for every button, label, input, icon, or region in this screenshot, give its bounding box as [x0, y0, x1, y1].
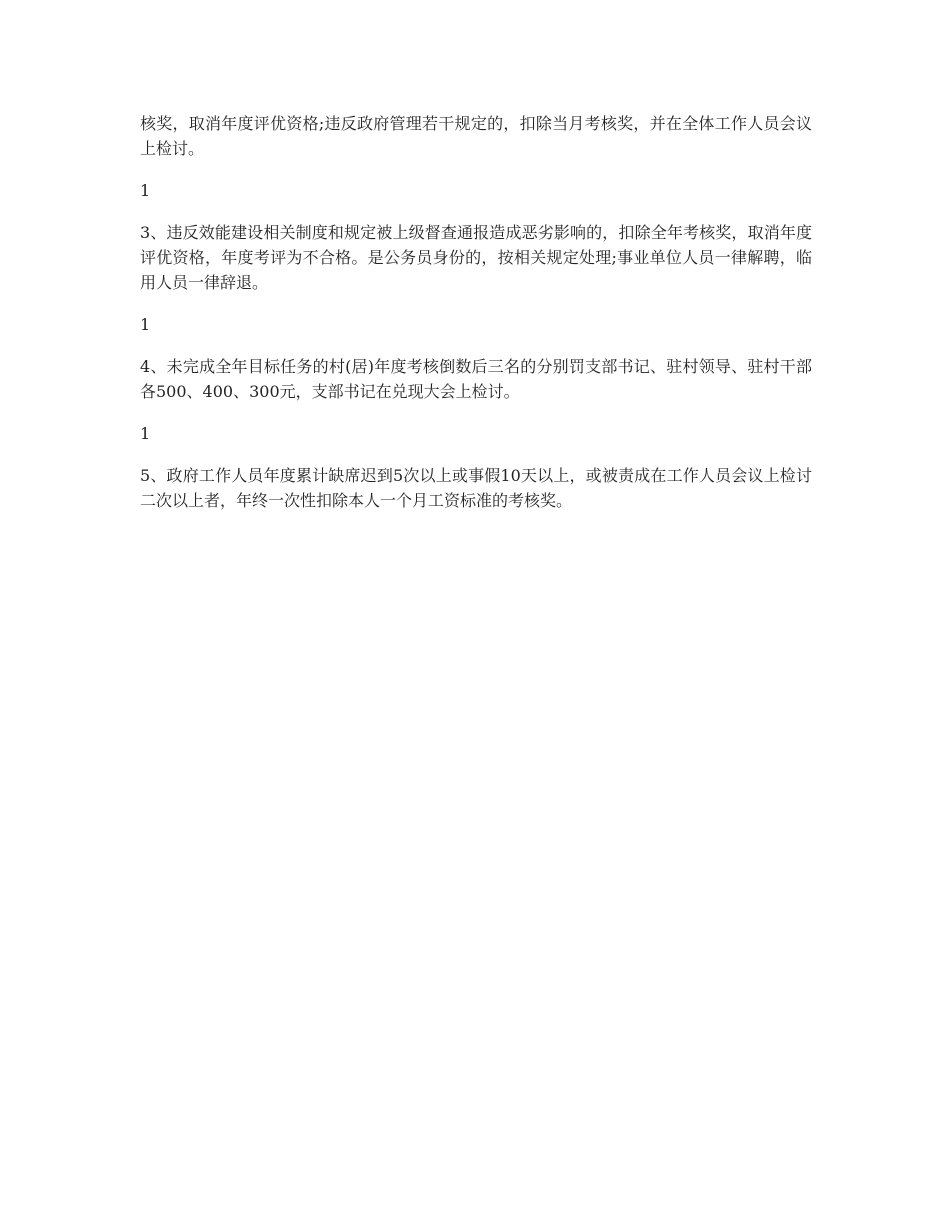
page-marker: 1 [140, 315, 151, 334]
paragraph-continuation: 核奖，取消年度评优资格;违反政府管理若干规定的，扣除当月考核奖，并在全体工作人员会议上检讨。 [140, 114, 812, 158]
paragraph-item-5: 5、政府工作人员年度累计缺席迟到5次以上或事假10天以上，或被责成在工作人员会议上检讨二次以上者，年终一次性扣除本人一个月工资标准的考核奖。 [140, 466, 812, 510]
paragraph-item-3: 3、违反效能建设相关制度和规定被上级督查通报造成恶劣影响的，扣除全年考核奖，取消年度评优资格，年度考评为不合格。是公务员身份的，按相关规定处理;事业单位人员一律解聘，临用人员一律辞退。 [140, 223, 812, 292]
paragraph-item-4: 4、未完成全年目标任务的村(居)年度考核倒数后三名的分别罚支部书记、驻村领导、驻村干部各500、400、300元，支部书记在兑现大会上检讨。 [140, 357, 812, 401]
document-body [140, 111, 812, 530]
page-marker: 1 [140, 181, 151, 200]
page-marker: 1 [140, 424, 151, 443]
